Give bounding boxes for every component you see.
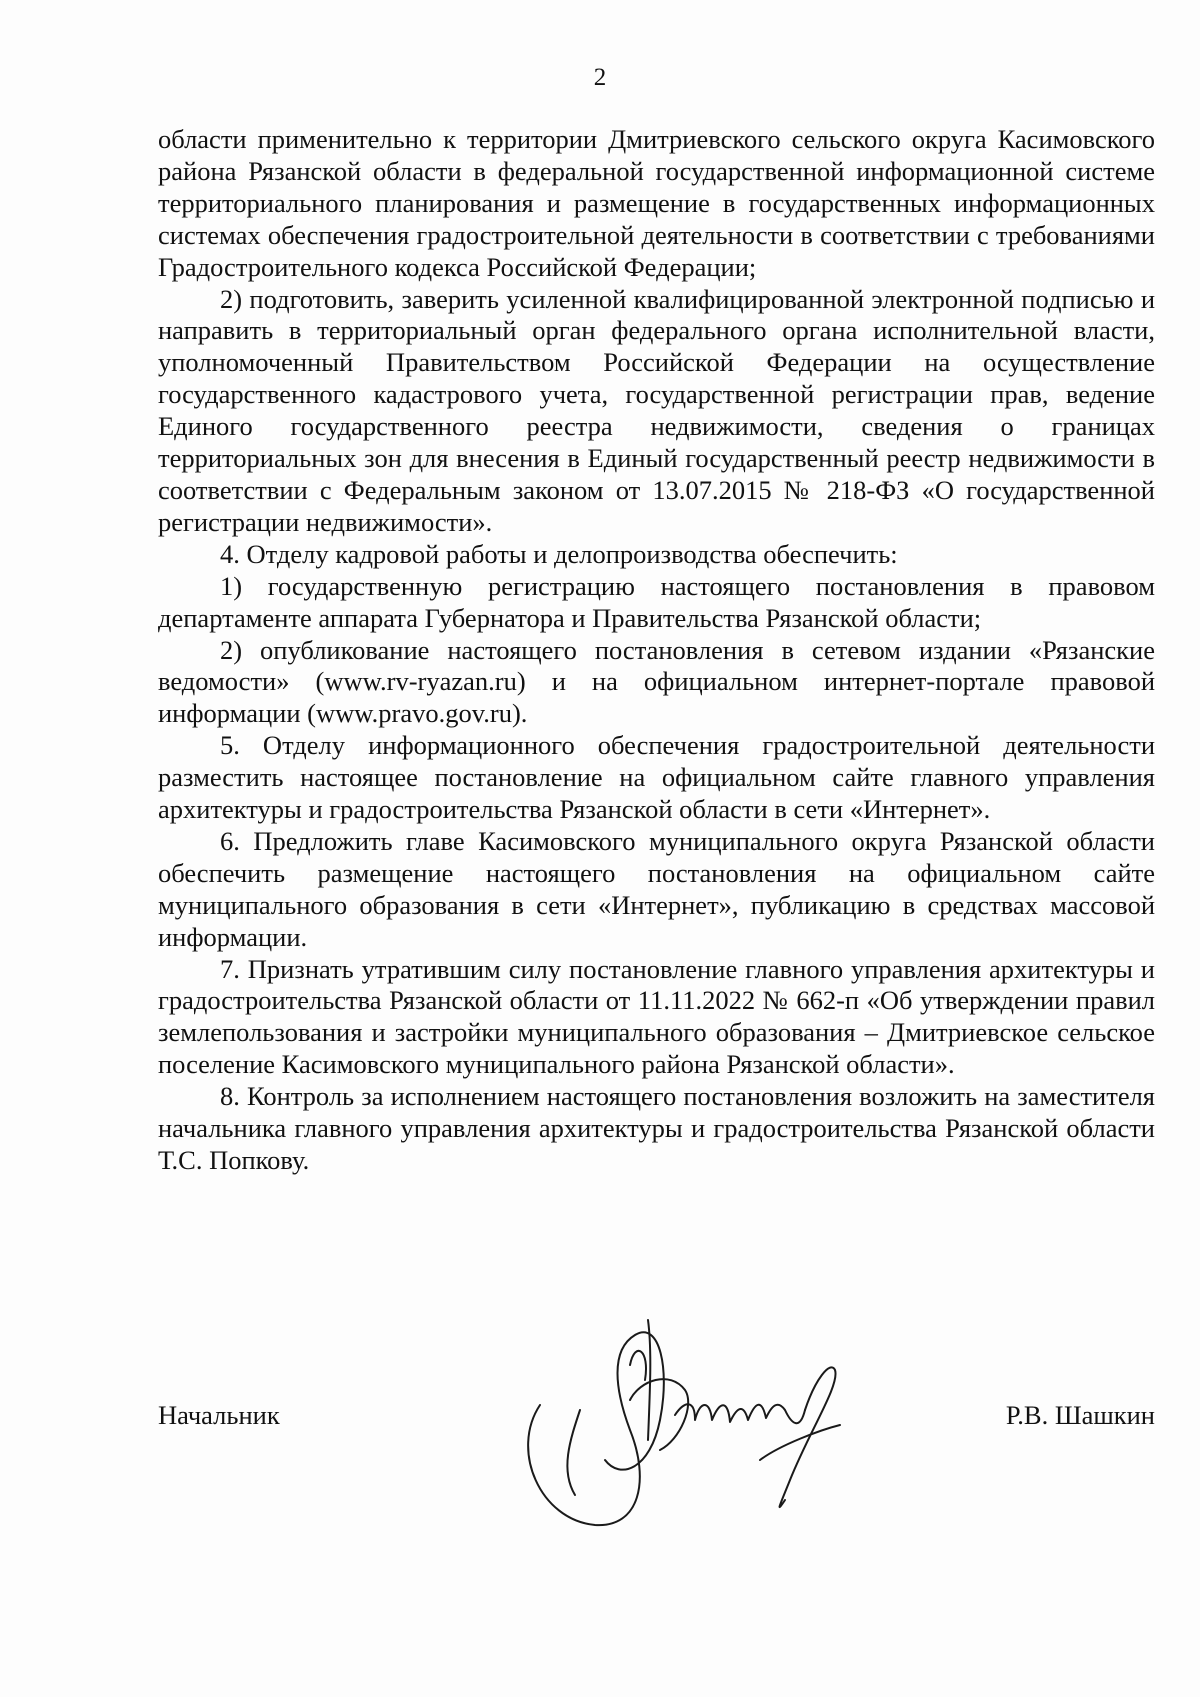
- signatory-position: Начальник: [158, 1400, 280, 1430]
- paragraph-item-3-2: 2) подготовить, заверить усиленной квалифицированной электронной подписью и направить в территориальный орган федерального органа исполнительной власти, уполномоченный Правительством Российской Федерации на осуществление государственного кадастрового учета, государственной регистрации прав, ведение Единого государственного реестра недвижимости, сведения о границах территориальных зон для внесения в Единый государственный реестр недвижимости в соответствии с Федеральным законом от 13.07.2015 № 218-ФЗ «О государственной регистрации недвижимости».: [158, 283, 1155, 537]
- paragraph-continuation: области применительно к территории Дмитриевского сельского округа Касимовского района Рязанской области в федеральной государственной информационной системе территориального планирования и размещение в государственных информационных системах обеспечения градостроительной деятельности в соответствии с требованиями Градостроительного кодекса Российской Федерации;: [158, 124, 1155, 282]
- paragraph-item-4-1: 1) государственную регистрацию настоящего постановления в правовом департаменте аппарата Губернатора и Правительства Рязанской области;: [158, 570, 1155, 633]
- paragraph-item-4-2: 2) опубликование настоящего постановления в сетевом издании «Рязанские ведомости» (www.rv-ryazan.ru) и на официальном интернет-портале правовой информации (www.pravo.gov.ru).: [158, 634, 1155, 729]
- signature-block: [158, 1400, 1155, 1440]
- page-number: 2: [593, 64, 607, 91]
- signatory-name: Р.В. Шашкин: [1005, 1400, 1155, 1430]
- paragraph-item-8: 8. Контроль за исполнением настоящего постановления возложить на заместителя начальника главного управления архитектуры и градостроительства Рязанской области Т.С. Попкову.: [158, 1081, 1155, 1175]
- paragraph-item-4: 4. Отделу кадровой работы и делопроизводства обеспечить:: [220, 538, 898, 569]
- paragraph-item-6: 6. Предложить главе Касимовского муниципального округа Рязанской области обеспечить размещение настоящего постановления на официальном сайте муниципального образования в сети «Интернет», публикацию в средствах массовой информации.: [158, 825, 1155, 952]
- paragraph-item-5: 5. Отделу информационного обеспечения градостроительной деятельности разместить настоящее постановление на официальном сайте главного управления архитектуры и градостроительства Рязанской области в сети «Интернет».: [158, 730, 1155, 825]
- paragraph-item-7: 7. Признать утратившим силу постановление главного управления архитектуры и градостроительства Рязанской области от 11.11.2022 № 662-п «Об утверждении правил землепользования и застройки муниципального образования – Дмитриевское сельское поселение Касимовского муниципального района Рязанской области».: [158, 953, 1155, 1080]
- document-body: [158, 124, 1155, 1177]
